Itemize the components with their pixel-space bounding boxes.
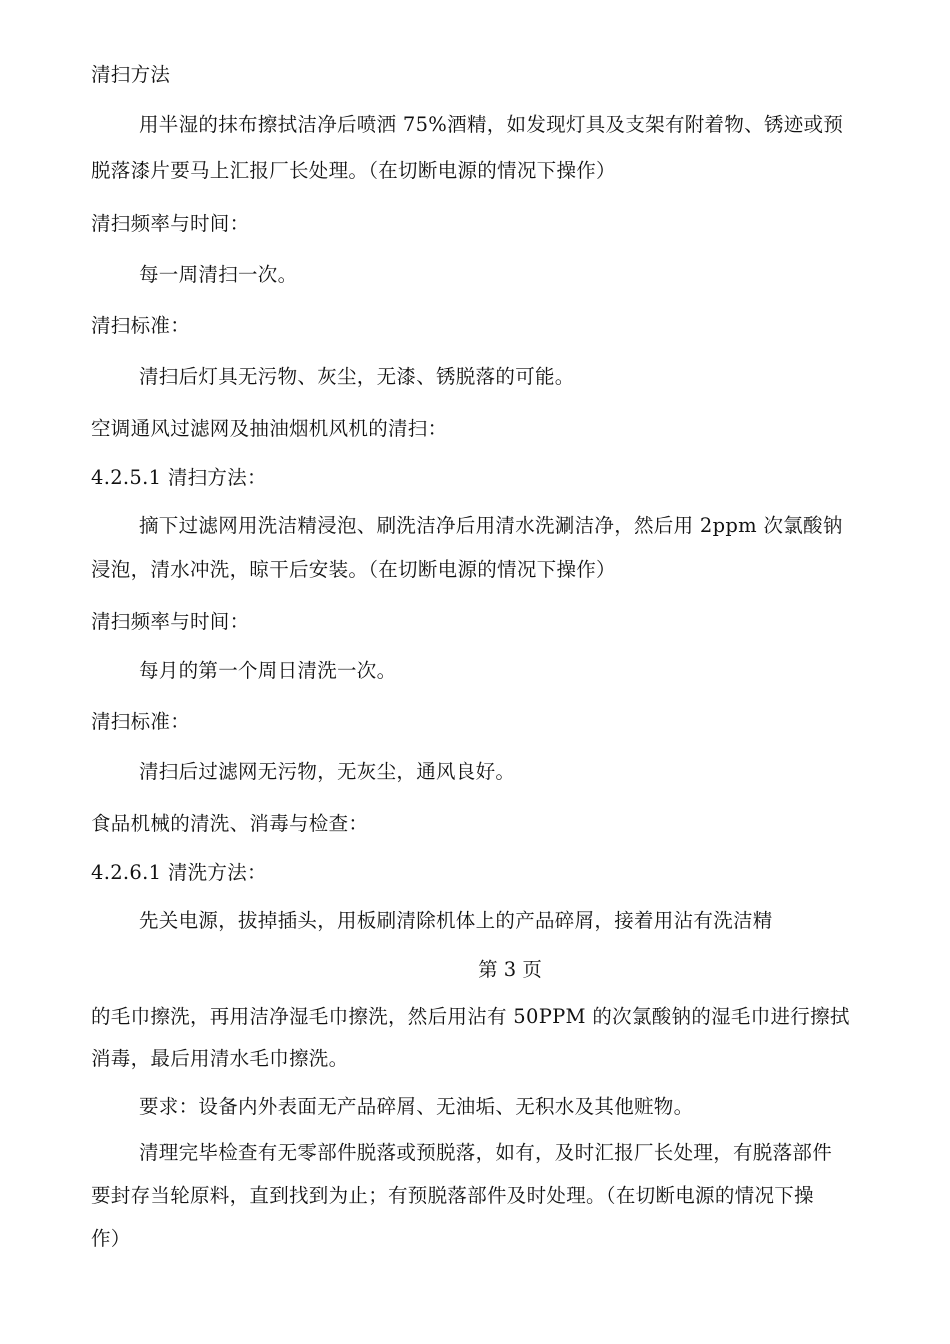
section-heading: 清扫方法 — [91, 63, 171, 86]
section-heading: 清扫频率与时间： — [91, 610, 250, 633]
paragraph-line: 浸泡，清水冲洗，晾干后安装。（在切断电源的情况下操作） — [91, 558, 616, 581]
paragraph-line: 清扫后过滤网无污物，无灰尘，通风良好。 — [139, 760, 516, 783]
paragraph-line: 摘下过滤网用洗洁精浸泡、刷洗洁净后用清水洗涮洁净，然后用 2ppm 次氯酸钠 — [139, 514, 843, 537]
section-heading: 4.2.6.1 清洗方法： — [91, 861, 267, 884]
paragraph-line: 每月的第一个周日清洗一次。 — [139, 659, 397, 682]
paragraph-line: 作） — [91, 1227, 131, 1250]
paragraph-line: 每一周清扫一次。 — [139, 263, 298, 286]
section-heading: 清扫频率与时间： — [91, 212, 250, 235]
paragraph-line: 要求：设备内外表面无产品碎屑、无油垢、无积水及其他赃物。 — [139, 1095, 694, 1118]
paragraph-line: 用半湿的抹布擦拭洁净后喷洒 75%酒精，如发现灯具及支架有附着物、锈迹或预 — [139, 113, 844, 136]
paragraph-line: 的毛巾擦洗，再用洁净湿毛巾擦洗，然后用沾有 50PPM 的次氯酸钠的湿毛巾进行擦拭 — [91, 1005, 850, 1028]
paragraph-line: 要封存当轮原料，直到找到为止；有预脱落部件及时处理。（在切断电源的情况下操 — [91, 1184, 814, 1207]
section-heading: 清扫标准： — [91, 710, 191, 733]
section-heading: 4.2.5.1 清扫方法： — [91, 466, 267, 489]
section-heading: 清扫标准： — [91, 314, 191, 337]
page-number: 第 3 页 — [478, 958, 542, 981]
paragraph-line: 脱落漆片要马上汇报厂长处理。（在切断电源的情况下操作） — [91, 159, 616, 182]
section-heading: 食品机械的清洗、消毒与检查： — [91, 812, 369, 835]
section-heading: 空调通风过滤网及抽油烟机风机的清扫： — [91, 417, 448, 440]
paragraph-line: 先关电源，拔掉插头，用板刷清除机体上的产品碎屑，接着用沾有洗洁精 — [139, 909, 773, 932]
paragraph-line: 消毒，最后用清水毛巾擦洗。 — [91, 1047, 349, 1070]
paragraph-line: 清理完毕检查有无零部件脱落或预脱落，如有，及时汇报厂长处理，有脱落部件 — [139, 1141, 833, 1164]
paragraph-line: 清扫后灯具无污物、灰尘，无漆、锈脱落的可能。 — [139, 365, 575, 388]
